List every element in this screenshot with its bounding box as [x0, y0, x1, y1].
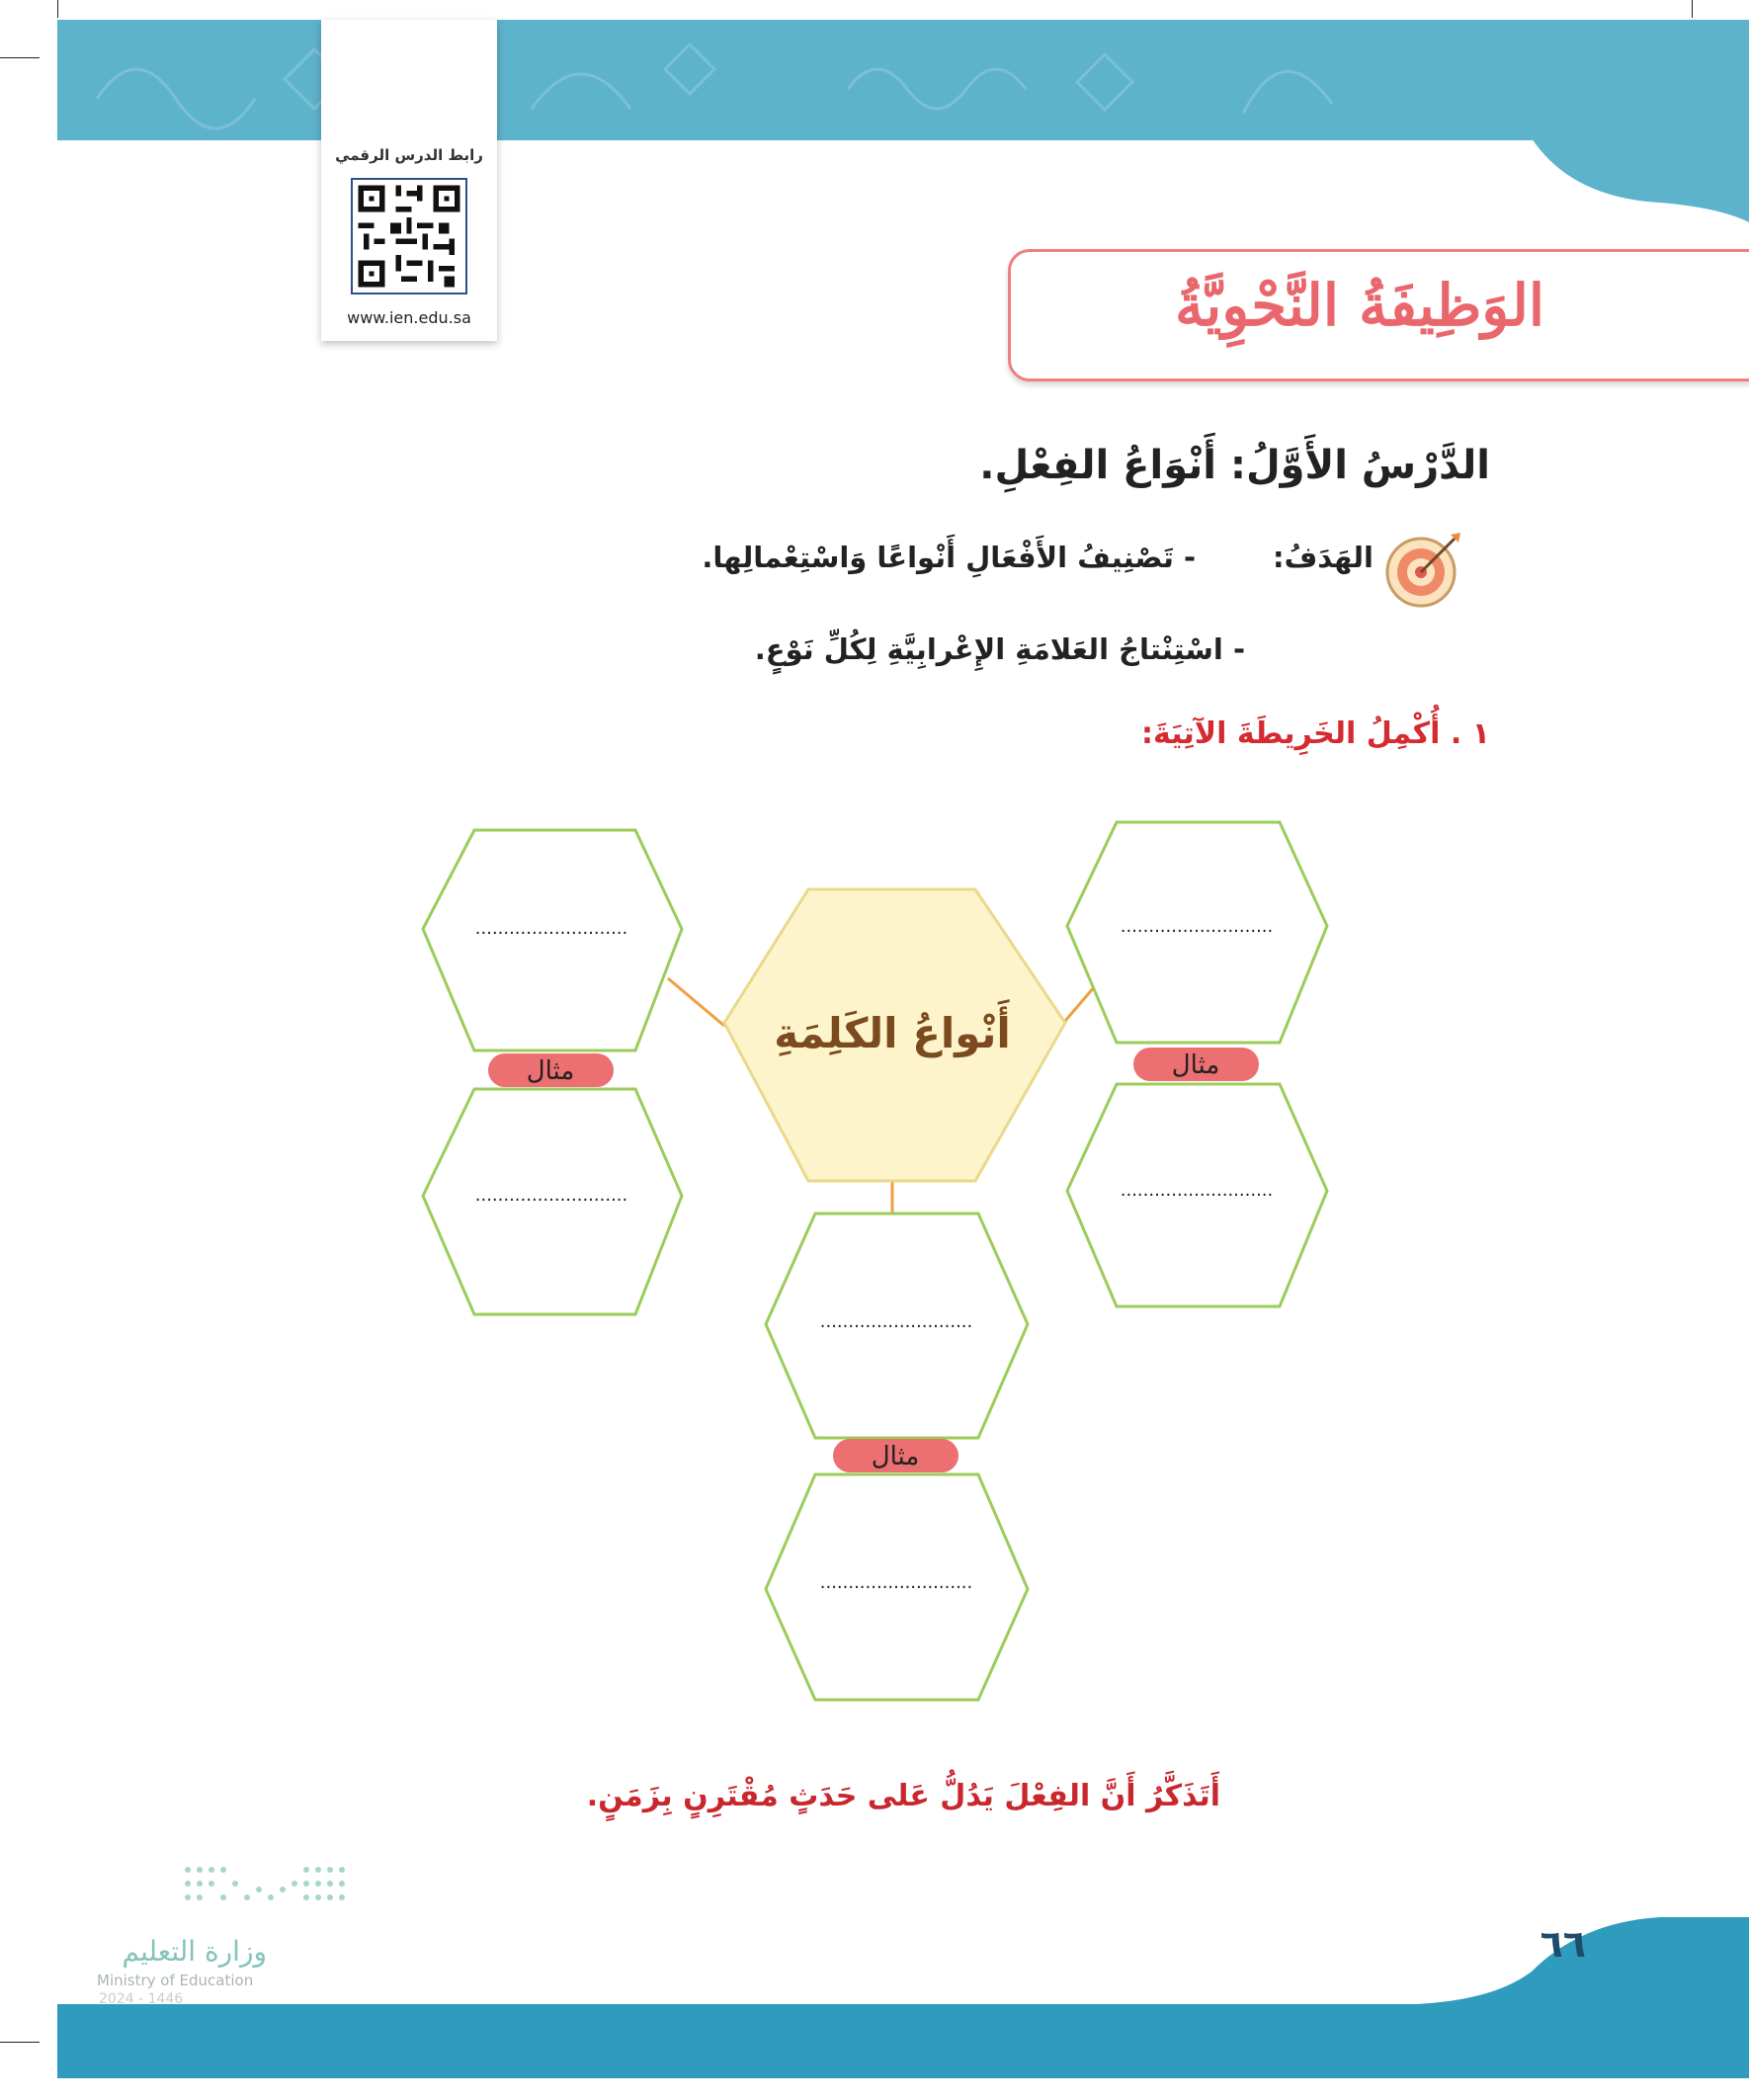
example-label: مثال: [526, 1056, 575, 1086]
qr-code-icon[interactable]: [351, 178, 467, 294]
task-instruction: ١ . أُكْمِلُ الخَرِيطَةَ الآتِيَةَ:: [1141, 716, 1490, 751]
goal-label: الهَدَفُ:: [1272, 541, 1374, 574]
goal-item: - اسْتِنْتاجُ العَلامَةِ الإِعْرابِيَّةِ لِكُلِّ نَوْعٍ.: [754, 632, 1245, 666]
answer-blank: ...........................: [1120, 916, 1274, 937]
example-blank: ...........................: [1120, 1180, 1274, 1201]
connector-left: [668, 978, 724, 1026]
example-blank: ...........................: [474, 1185, 628, 1206]
crop-mark: [0, 2042, 40, 2043]
connector-right: [1065, 986, 1095, 1021]
answer-hexagon[interactable]: [423, 830, 682, 1050]
qr-url[interactable]: www.ien.edu.sa: [347, 308, 471, 327]
footer-band: [57, 2004, 1749, 2078]
qr-label: رابط الدرس الرقمي: [335, 146, 483, 164]
lesson-title: الدَّرْسُ الأَوَّلُ: أَنْوَاعُ الفِعْلِ.: [979, 443, 1490, 488]
crop-mark: [57, 0, 58, 18]
page-number: ٦٦: [1540, 1922, 1586, 1966]
answer-blank: ...........................: [819, 1311, 973, 1332]
ministry-name-english: Ministry of Education: [97, 1972, 254, 1989]
target-icon: [1381, 529, 1464, 612]
crop-mark: [0, 57, 40, 58]
example-label: مثال: [1171, 1050, 1220, 1080]
concept-map: [0, 791, 1749, 1729]
ministry-logo: [94, 1858, 371, 2007]
qr-card[interactable]: [321, 20, 497, 341]
ministry-year: 2024 - 1446: [99, 1991, 184, 2007]
example-label: مثال: [871, 1442, 920, 1471]
goal-item: - تَصْنِيفُ الأَفْعَالِ أَنْواعًا وَاسْتِعْمالِها.: [702, 541, 1196, 574]
answer-blank: ...........................: [474, 918, 628, 939]
ministry-logo-dots-icon: [178, 1858, 356, 1917]
section-title-box: [1008, 249, 1749, 381]
ministry-name-arabic: وزارة التعليم: [122, 1935, 267, 1968]
example-blank: ...........................: [819, 1572, 973, 1593]
center-label: أَنْواعُ الكَلِمَةِ: [774, 1009, 1011, 1057]
crop-mark: [1692, 0, 1693, 18]
reminder-note: أَتَذَكَّرُ أَنَّ الفِعْلَ يَدُلُّ عَلى حَدَثٍ مُقْتَرِنٍ بِزَمَنٍ.: [586, 1779, 1220, 1813]
section-title: الوَظِيفَةُ النَّحْوِيَّةُ: [1175, 272, 1544, 339]
